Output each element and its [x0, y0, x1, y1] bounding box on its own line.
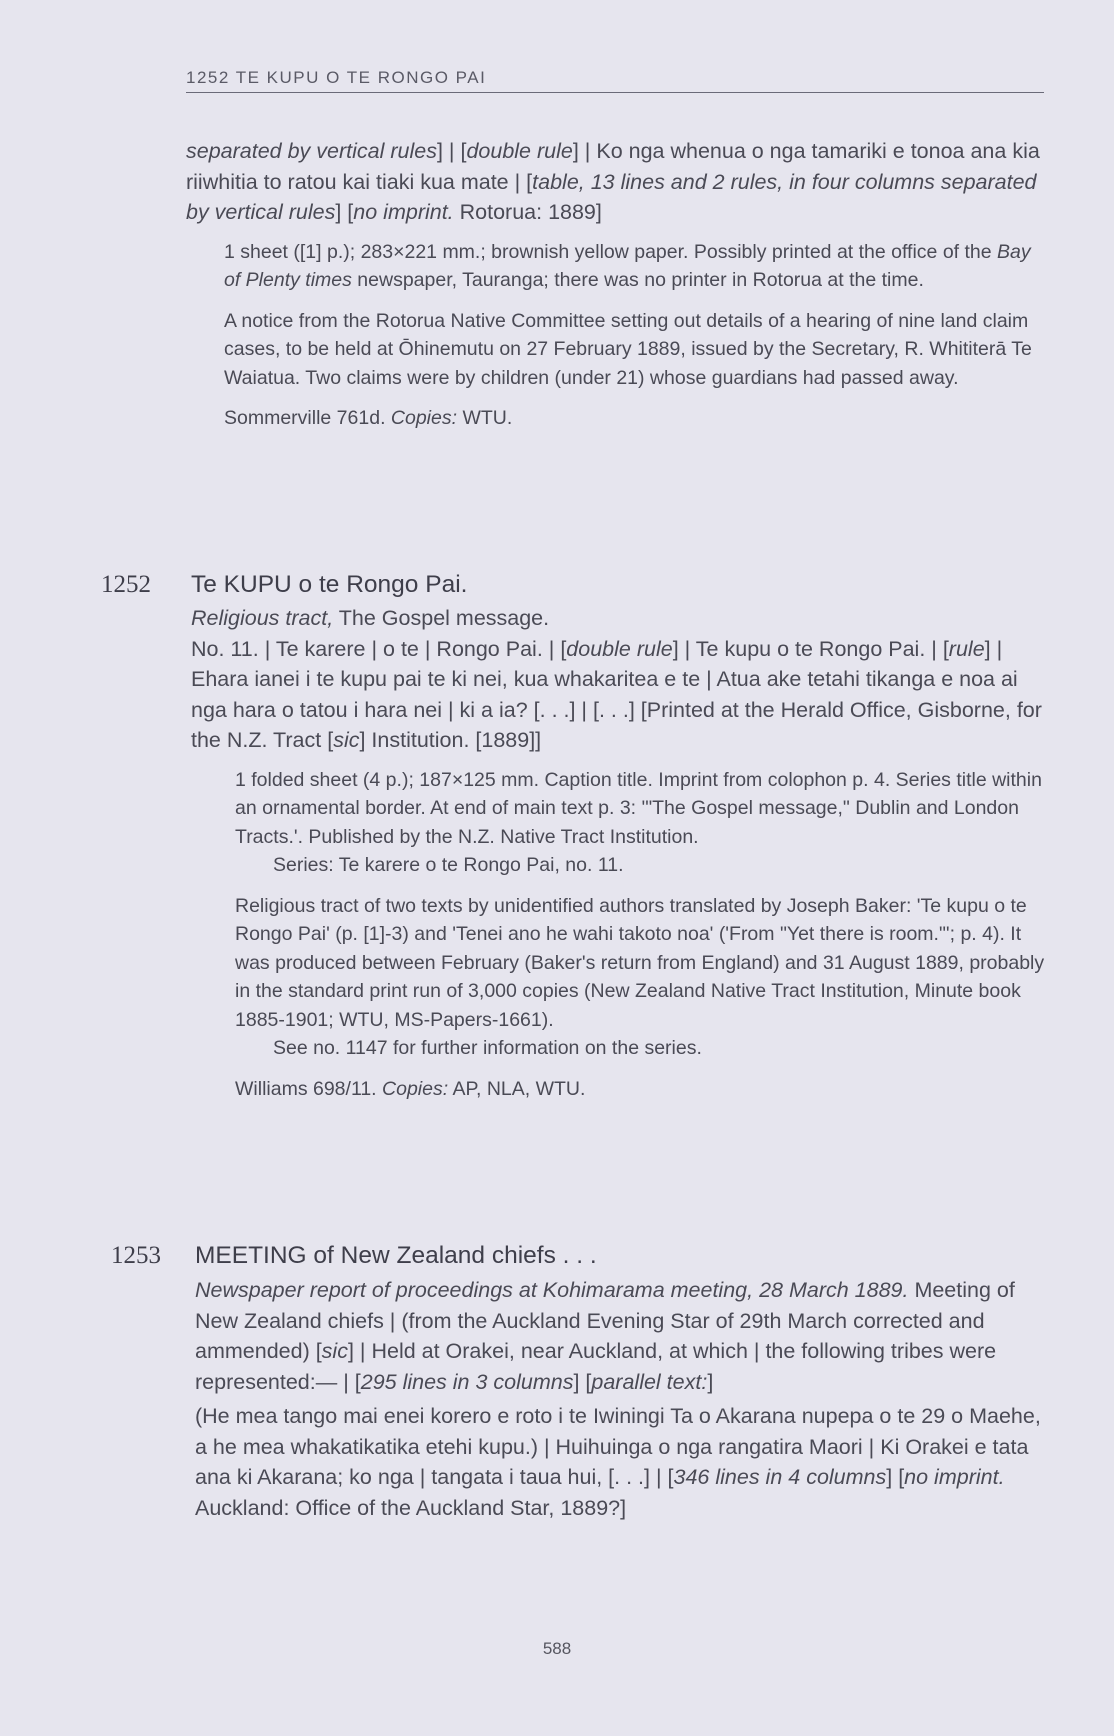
- text-run: ] | Ehara ianei i te kupu pai te ki nei, kua whakaritea e te | Atua ake tetahi tikanga e noa ai nga hara o tatou i hara nei | ki a ia? [. . .] | [. . .] [Printed at the Herald Office, Gisborne, for the N.Z. Tract [: [191, 636, 1042, 752]
- italic-text-run: sic: [333, 728, 360, 752]
- text-run: ] | Held at Orakei, near Auckland, at which | the following tribes were represented:— | [: [195, 1339, 997, 1394]
- text-run: ] | [: [436, 139, 467, 163]
- italic-text-run: separated by vertical rules: [186, 139, 437, 163]
- italic-text-run: no imprint.: [904, 1465, 1005, 1489]
- physical-description-note: [235, 766, 1047, 852]
- content-note: [235, 892, 1047, 1035]
- text-run: ] [: [573, 1369, 592, 1394]
- entry-number-1253: 1253: [111, 1242, 161, 1269]
- text-run: Rotorua: 1889]: [453, 200, 602, 224]
- italic-text-run: Newspaper report of proceedings at Kohimarama meeting, 28 March 1889.: [195, 1278, 909, 1302]
- italic-text-run: table, 13 lines and 2 rules, in four columns separated by vertical rules: [186, 169, 1037, 224]
- italic-text-run: double rule: [466, 139, 573, 163]
- italic-text-run: 346 lines in 4 columns: [673, 1465, 887, 1489]
- text-run: ] Institution. [1889]]: [359, 728, 542, 752]
- references-note: [224, 404, 1046, 433]
- italic-text-run: no imprint.: [353, 200, 454, 224]
- italic-text-run: 295 lines in 3 columns: [360, 1369, 574, 1394]
- text-run: See no. 1147 for further information on the series.: [273, 1037, 702, 1059]
- text-run: Religious tract of two texts by unidentified authors translated by Joseph Baker: 'Te kupu o te Rongo Pai' (p. [1]-3) and 'Tenei ano he wahi takoto noa' ('From "Yet there is room."'; p. 4). It was produced between February (Baker's return from England) and 31 August 1889, probably in the standard print run of 3,000 copies (New Zealand Native Tract Institution, Minute book 1885-1901; WTU, MS-Papers-1661).: [235, 894, 1045, 1031]
- cross-reference-note: [235, 1034, 1047, 1063]
- italic-text-run: Bay of Plenty times: [224, 240, 1031, 291]
- text-run: WTU.: [457, 407, 513, 429]
- text-run: Series: Te karere o te Rongo Pai, no. 11.: [273, 854, 624, 876]
- transcription-paragraph: [195, 1275, 1051, 1397]
- text-run: 1 sheet ([1] p.); 283×221 mm.; brownish yellow paper. Possibly printed at the office of the: [224, 240, 998, 263]
- text-run: Williams 698/11.: [235, 1077, 383, 1100]
- text-run: ] | Ko nga whenua o nga tamariki e tonoa ana kia riiwhitia to ratou kai tiaki kua mate | [: [186, 139, 1040, 194]
- italic-text-run: Copies:: [382, 1077, 449, 1100]
- italic-text-run: rule: [948, 636, 985, 661]
- entry-1253-body: [195, 1275, 1051, 1523]
- notes: [191, 766, 1047, 1104]
- text-run: Auckland: Office of the Auckland Star, 1889?]: [195, 1495, 627, 1520]
- text-run: ]: [707, 1369, 714, 1394]
- series-note: [235, 851, 1047, 880]
- text-run: A notice from the Rotorua Native Committee setting out details of a hearing of nine land claim cases, to be held at Ōhinemutu on 27 February 1889, issued by the Secretary, R. Whititerā Te Waiatua. Two claims were by children (under 21) whose guardians had passed away.: [224, 309, 1032, 389]
- transcription-paragraph: [186, 136, 1046, 228]
- running-head: 1252 TE KUPU O TE RONGO PAI: [186, 68, 1044, 93]
- entry-1251-continuation: [186, 136, 1046, 433]
- entry-number-1252: 1252: [101, 571, 151, 598]
- text-run: 1 folded sheet (4 p.); 187×125 mm. Caption title. Imprint from colophon p. 4. Series title within an ornamental border. At end of main text p. 3: '"The Gospel message," Dublin and London Tracts.'. Published by the N.Z. Native Tract Institution.: [235, 768, 1042, 848]
- text-run: ] [: [335, 200, 354, 224]
- transcription-paragraph: [191, 634, 1047, 756]
- entry-heading-1253: MEETING of New Zealand chiefs . . .: [195, 1242, 597, 1269]
- text-run: Sommerville 761d.: [224, 407, 391, 429]
- description-line: [191, 603, 1047, 634]
- page-number: 588: [542, 1639, 572, 1658]
- italic-text-run: Copies:: [390, 407, 458, 429]
- text-run: (He mea tango mai enei korero e roto i te Iwiningi Ta o Akarana nupepa o te 29 o Maehe, a he mea whakatikatika etehi kupu.) | Huihuinga o nga rangatira Maori | Ki Orakei e tata ana ki Akarana; ko nga | tangata i taua hui, [. . .] | [: [195, 1404, 1041, 1489]
- text-run: The Gospel message.: [333, 606, 550, 630]
- text-run: ] [: [886, 1465, 905, 1489]
- text-run: AP, NLA, WTU.: [448, 1077, 586, 1100]
- entry-heading-1252: Te KUPU o te Rongo Pai.: [191, 571, 468, 598]
- references-note: [235, 1075, 1047, 1104]
- entry-1252-body: [191, 603, 1047, 1103]
- text-run: newspaper, Tauranga; there was no printer in Rotorua at the time.: [351, 269, 924, 291]
- text-run: ] | Te kupu o te Rongo Pai. | [: [672, 636, 949, 661]
- italic-text-run: sic: [321, 1339, 348, 1363]
- physical-description-note: [224, 238, 1046, 295]
- notes: [186, 238, 1046, 433]
- content-note: [224, 307, 1046, 393]
- text-run: Meeting of New Zealand chiefs | (from the Auckland Evening Star of 29th March corrected and ammended) [: [195, 1278, 1015, 1363]
- text-run: No. 11. | Te karere | o te | Rongo Pai. | [: [191, 636, 567, 661]
- italic-text-run: double rule: [566, 636, 673, 661]
- parallel-text-paragraph: [195, 1401, 1051, 1523]
- italic-text-run: parallel text:: [591, 1369, 708, 1394]
- italic-text-run: Religious tract,: [191, 606, 334, 630]
